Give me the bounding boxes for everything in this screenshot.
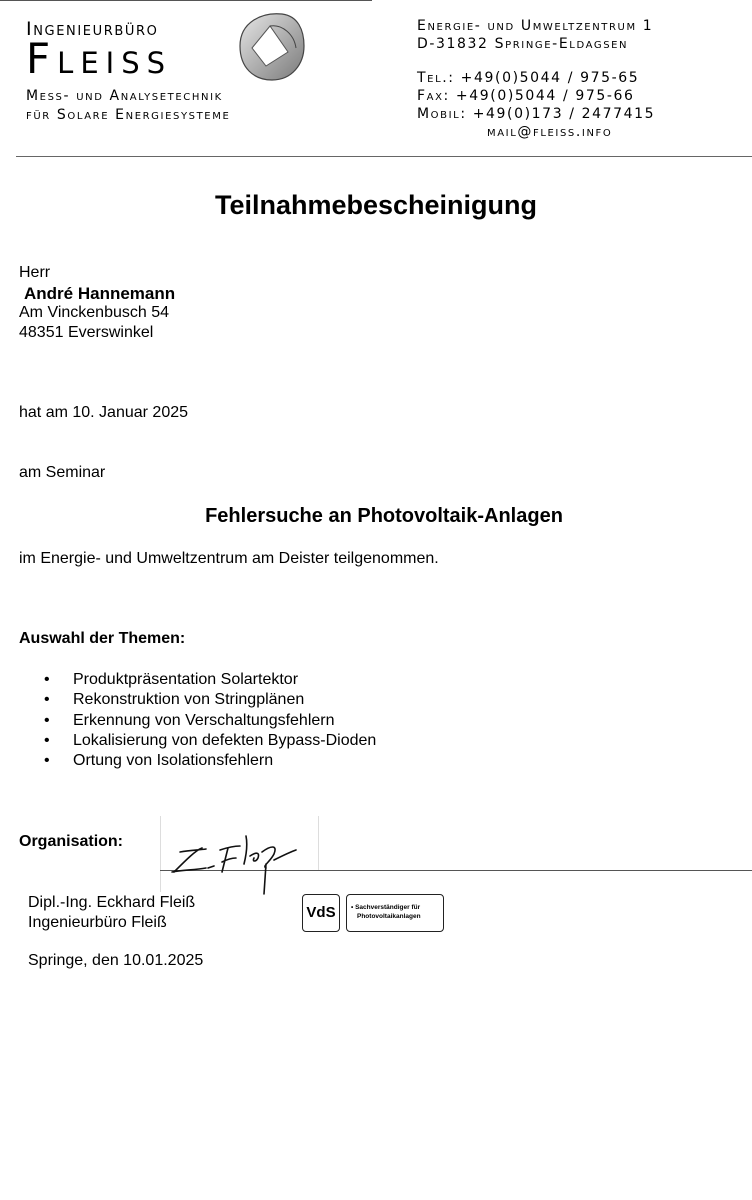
list-item: • Rekonstruktion von Stringplänen xyxy=(44,690,376,710)
list-item: • Ortung von Isolationsfehlern xyxy=(44,751,376,771)
email-address: mail@fleiss.info xyxy=(487,124,613,140)
topics-list xyxy=(44,670,376,771)
participant-street: Am Vinckenbusch 54 xyxy=(19,304,170,321)
certification-label xyxy=(346,894,444,932)
document-title: Teilnahmebescheinigung xyxy=(214,190,538,220)
topics-heading: Auswahl der Themen: xyxy=(19,630,186,647)
salutation: Herr xyxy=(19,264,51,281)
mobile-number: Mobil: +49(0)173 / 2477415 xyxy=(417,106,656,122)
certification-line-2: Photovoltaikanlagen xyxy=(357,913,421,920)
vds-logo: VdS xyxy=(302,894,340,932)
organisation-label: Organisation: xyxy=(19,833,124,850)
company-tagline-2: für Solare Energiesysteme xyxy=(26,107,231,123)
seminar-title: Fehlersuche an Photovoltaik-Anlagen xyxy=(205,505,563,527)
signature-frame-right xyxy=(318,816,319,870)
participant-name: André Hannemann xyxy=(24,284,176,303)
company-name: Fleiss xyxy=(26,34,173,83)
address-line-1: Energie- und Umweltzentrum 1 xyxy=(417,18,654,34)
handwritten-signature xyxy=(166,822,316,900)
participant-city: 48351 Everswinkel xyxy=(19,324,154,341)
fax-number: Fax: +49(0)5044 / 975-66 xyxy=(417,88,635,104)
signatory-company: Ingenieurbüro Fleiß xyxy=(28,914,167,931)
signature-frame-left xyxy=(160,816,161,892)
address-line-2: D-31832 Springe-Eldagsen xyxy=(417,36,629,52)
certification-line-1: • Sachverständiger für xyxy=(351,904,421,911)
header-divider xyxy=(16,156,752,157)
attendance-date-line: hat am 10. Januar 2025 xyxy=(19,404,189,421)
company-tagline-1: Mess- und Analysetechnik xyxy=(26,88,223,104)
list-item: • Erkennung von Verschaltungsfehlern xyxy=(44,711,376,731)
list-item: • Produktpräsentation Solartektor xyxy=(44,670,376,690)
place-and-date: Springe, den 10.01.2025 xyxy=(28,952,204,969)
list-item: • Lokalisierung von defekten Bypass-Dioden xyxy=(44,731,376,751)
vds-certification-seal xyxy=(302,893,444,933)
company-prefix: Ingenieurbüro xyxy=(26,18,159,40)
seminar-intro: am Seminar xyxy=(19,464,106,481)
location-line: im Energie- und Umweltzentrum am Deister teilgenommen. xyxy=(19,550,439,567)
top-border-line xyxy=(0,0,372,1)
phone-number: Tel.: +49(0)5044 / 975-65 xyxy=(417,70,640,86)
signatory-name: Dipl.-Ing. Eckhard Fleiß xyxy=(28,894,196,911)
company-logo-icon xyxy=(232,8,308,84)
